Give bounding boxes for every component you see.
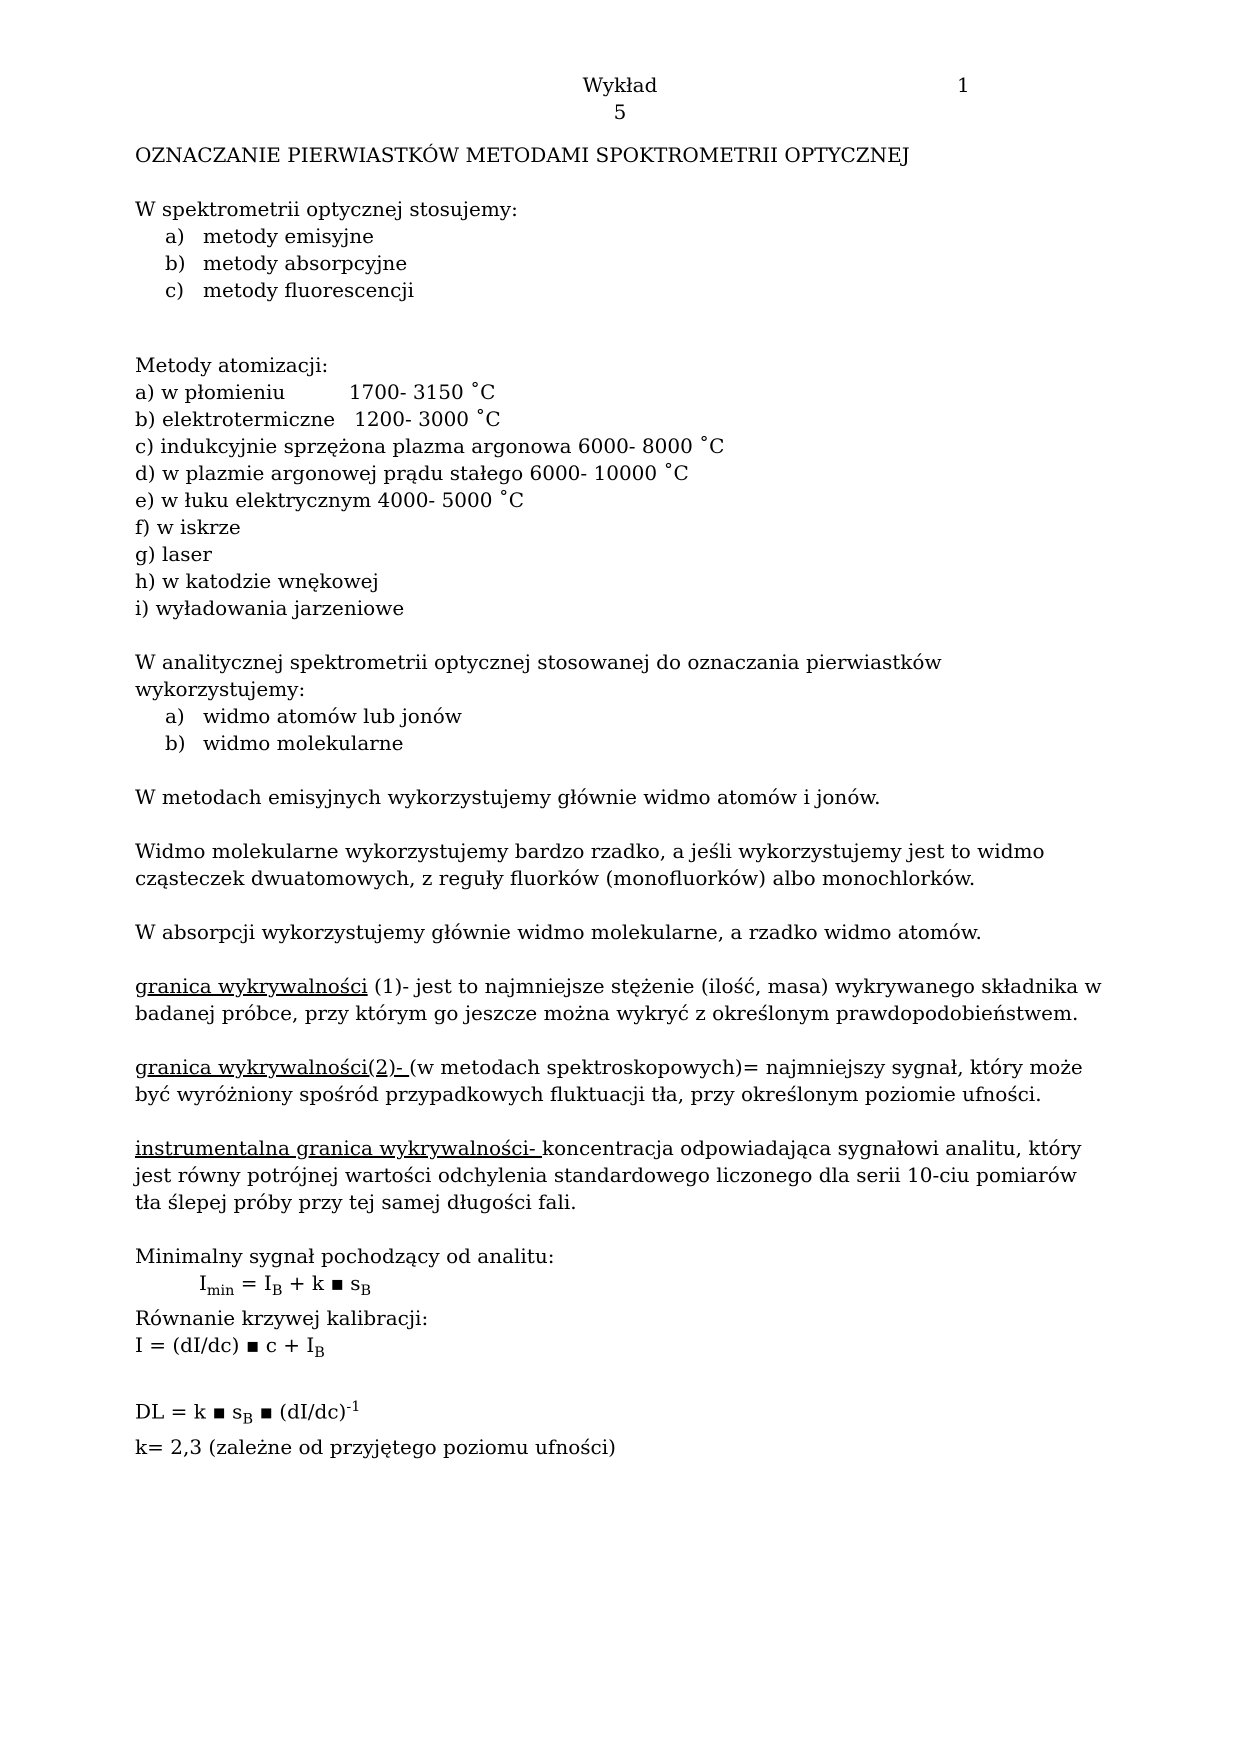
definition-text: (1)- jest to najmniejsze stężenie (ilość, masa) wykrywanego składnika w badanej próbce, przy którym go jeszcze można wykryć z określonym prawdopodobieństwem. [135,974,1102,1025]
list-item [165,223,1105,250]
page-number: 1 [957,73,970,97]
signal-heading: Minimalny sygnał pochodzący od analitu: [135,1244,555,1268]
definition-term: instrumentalna granica wykrywalności- [135,1136,543,1160]
definition-term: granica wykrywalności(2)- [135,1055,410,1079]
paragraph-molecular: Widmo molekularne wykorzystujemy bardzo rzadko, a jeśli wykorzystujemy jest to widmo cząsteczek dwuatomowych, z reguły fluorków (monofluorków) albo monochlorków. [135,839,1045,890]
list-item [165,730,1105,757]
atomization-line: c) indukcyjnie sprzężona plazma argonowa 6000- 8000 ˚C [135,434,725,458]
list-item [165,250,1105,277]
atomization-line: a) w płomieniu 1700- 3150 ˚C [135,380,496,404]
list-item [165,703,1105,730]
formula-calibration-curve: I = (dI/dc) ▪ $c + I_B$ [135,1333,325,1361]
atomization-line: b) elektrotermiczne 1200- 3000 ˚C [135,407,501,431]
atomization-line: h) w katodzie wnękowej [135,569,379,593]
atomization-line: i) wyładowania jarzeniowe [135,596,405,620]
list-label: b) [165,251,186,275]
list-text: metody absorpcyjne [203,251,408,275]
list-item [165,277,1105,304]
list-label: a) [165,704,185,728]
atomization-line: e) w łuku elektrycznym 4000- 5000 ˚C [135,488,525,512]
formula-detection-limit: DL = k ▪ $s_B$ ▪ $(dI/dc)^{-1}$ [135,1399,361,1428]
k-value-note: k= 2,3 (zależne od przyjętego poziomu ufności) [135,1434,616,1459]
signal-section [135,1243,1105,1461]
list-text: widmo molekularne [203,731,404,755]
atomization-line: f) w iskrze [135,515,241,539]
lecture-number: 5 [613,100,627,124]
definition-text: (w metodach spektroskopowych)= najmniejszy sygnał, który może być wyróżniony spośród przypadkowych fluktuacji tła, przy określonym poziomie ufności. [135,1055,1083,1106]
paragraph-emission: W metodach emisyjnych wykorzystujemy głównie widmo atomów i jonów. [135,785,881,809]
header-title: Wykład [582,73,658,97]
definition-text: koncentracja odpowiadająca sygnałowi analitu, który jest równy potrójnej wartości odchylenia standardowego liczonego dla serii 10-ciu pomiarów tła ślepej próby przy tej samej długości fali. [135,1136,1082,1214]
list-label: b) [165,731,186,755]
list-label: a) [165,224,185,248]
definition-detection-limit-2 [135,1054,1105,1108]
formula-minimal-signal: $I_{min} = I_B + k$ ▪ $s_B$ [199,1271,372,1299]
intro-list [165,223,1105,304]
list-label: c) [165,278,185,302]
document-title: OZNACZANIE PIERWIASTKÓW METODAMI SPOKTROMETRII OPTYCZNEJ [135,143,910,167]
calibration-heading: Równanie krzywej kalibracji: [135,1306,429,1330]
atomization-line: g) laser [135,542,212,566]
definition-term: granica wykrywalności [135,974,368,998]
definition-detection-limit-1 [135,973,1105,1027]
list-text: metody fluorescencji [203,278,414,302]
analytical-paragraph: W analitycznej spektrometrii optycznej stosowanej do oznaczania pierwiastków wykorzystujemy: [135,650,942,701]
list-text: metody emisyjne [203,224,375,248]
atomization-heading: Metody atomizacji: [135,353,329,377]
paragraph-absorption: W absorpcji wykorzystujemy głównie widmo molekularne, a rzadko widmo atomów. [135,920,982,944]
atomization-section [135,352,1105,622]
intro-paragraph: W spektrometrii optycznej stosujemy: [135,197,518,221]
analytical-list [165,703,1105,757]
definition-instrumental-detection-limit [135,1135,1105,1216]
page-header [135,72,1105,99]
atomization-line: d) w plazmie argonowej prądu stałego 6000- 10000 ˚C [135,461,689,485]
list-text: widmo atomów lub jonów [203,704,462,728]
